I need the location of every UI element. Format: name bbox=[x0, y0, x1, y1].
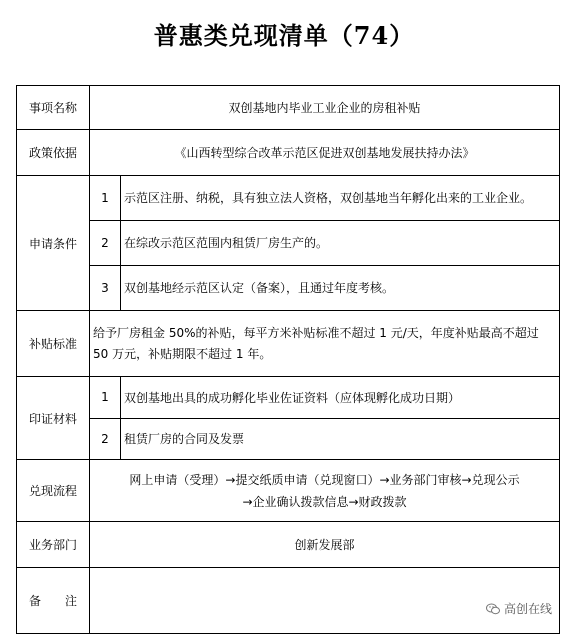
condition-text: 示范区注册、纳税，具有独立法人资格，双创基地当年孵化出来的工业企业。 bbox=[121, 176, 560, 220]
item-name-label: 事项名称 bbox=[17, 86, 90, 130]
list-item bbox=[90, 418, 559, 459]
subsidy-standard-label: 补贴标准 bbox=[17, 311, 90, 377]
process-label: 兑现流程 bbox=[17, 460, 90, 522]
row-item-name bbox=[17, 86, 560, 130]
condition-text: 在综改示范区范围内租赁厂房生产的。 bbox=[121, 220, 560, 265]
policy-basis-value: 《山西转型综合改革示范区促进双创基地发展扶持办法》 bbox=[90, 130, 560, 176]
remarks-label: 备 注 bbox=[17, 568, 90, 634]
watermark-text: 高创在线 bbox=[503, 602, 552, 616]
conditions-list bbox=[90, 176, 559, 310]
condition-num: 1 bbox=[90, 176, 121, 220]
list-item bbox=[90, 377, 559, 418]
material-num: 1 bbox=[90, 377, 121, 418]
department-label: 业务部门 bbox=[17, 522, 90, 568]
item-name-value: 双创基地内毕业工业企业的房租补贴 bbox=[90, 86, 560, 130]
list-item bbox=[90, 176, 559, 220]
row-process bbox=[17, 460, 560, 522]
row-policy-basis bbox=[17, 130, 560, 176]
process-line-1: 网上申请（受理）→提交纸质申请（兑现窗口）→业务部门审核→兑现公示 bbox=[129, 472, 520, 487]
wechat-icon bbox=[486, 603, 500, 615]
materials-label: 印证材料 bbox=[17, 377, 90, 460]
watermark bbox=[486, 600, 552, 617]
material-text: 双创基地出具的成功孵化毕业佐证资料（应体现孵化成功日期） bbox=[121, 377, 560, 418]
material-num: 2 bbox=[90, 418, 121, 459]
condition-num: 3 bbox=[90, 265, 121, 310]
materials-list bbox=[90, 377, 559, 459]
process-line-2: →企业确认拨款信息→财政拨款 bbox=[242, 494, 407, 509]
row-subsidy-standard bbox=[17, 311, 560, 377]
material-text: 租赁厂房的合同及发票 bbox=[124, 432, 245, 447]
redemption-table bbox=[16, 85, 560, 634]
condition-text: 双创基地经示范区认定（备案），且通过年度考核。 bbox=[124, 281, 395, 296]
row-department bbox=[17, 522, 560, 568]
policy-basis-label: 政策依据 bbox=[17, 130, 90, 176]
row-materials bbox=[17, 377, 560, 460]
conditions-label: 申请条件 bbox=[17, 176, 90, 311]
department-value: 创新发展部 bbox=[90, 522, 560, 568]
list-item bbox=[90, 220, 559, 265]
row-conditions bbox=[17, 176, 560, 311]
page-title: 普惠类兑现清单（74） bbox=[153, 21, 415, 50]
row-remarks bbox=[17, 568, 560, 634]
condition-num: 2 bbox=[90, 220, 121, 265]
list-item bbox=[90, 265, 559, 310]
subsidy-standard-value: 给予厂房租金 50%的补贴，每平方米补贴标准不超过 1 元/天，年度补贴最高不超过 50 万元，补贴期限不超过 1 年。 bbox=[93, 325, 539, 361]
